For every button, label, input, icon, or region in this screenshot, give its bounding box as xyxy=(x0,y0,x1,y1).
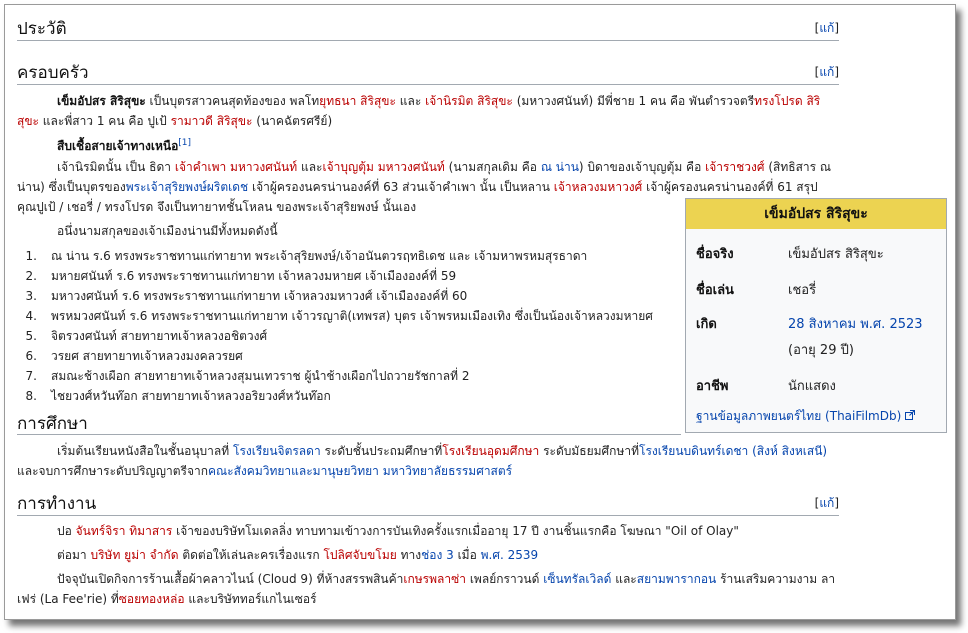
text: ร้านเสริมความงาม ลา xyxy=(716,572,836,586)
text: และพี่สาว 1 คน คือ ปูเป้ xyxy=(38,114,171,128)
list-item xyxy=(17,286,653,306)
list-text: มหาวงศนันท์ ร.6 ทรงพระราชทานแก่ทายาท เจ้าหลวงมหาวงศ์ เจ้าเมืององค์ที่ 60 xyxy=(51,289,468,303)
list-number: 8. xyxy=(25,389,37,403)
list-number: 6. xyxy=(25,349,37,363)
link-year-2539[interactable]: พ.ศ. 2539 xyxy=(480,548,539,562)
work-line-1 xyxy=(57,521,847,541)
text: ระดับมัธยมศึกษาที่ xyxy=(539,444,639,458)
edit-link-text[interactable]: แก้ xyxy=(819,496,835,510)
text: เริ่มต้นเรียนหนังสือในชั้นอนุบาลที่ xyxy=(57,444,233,458)
link-sister[interactable]: รามาวดี สิริสุขะ xyxy=(170,114,253,128)
infobox-birthdate-link[interactable]: 28 สิงหาคม พ.ศ. 2523 xyxy=(788,317,923,332)
lineage-line-2 xyxy=(17,177,847,197)
text: เจ้านิรมิตนั้น เป็น ธิดา xyxy=(57,160,175,174)
edit-link-family[interactable]: [แก้] xyxy=(814,65,839,79)
link-chanchira[interactable]: จันทร์จิรา ทิมาสาร xyxy=(75,524,173,538)
text: (นาคฉัตรศรีย์) xyxy=(252,114,333,128)
link-gaysorn[interactable]: เกษรพลาซ่า xyxy=(403,572,467,586)
heading-education: การศึกษา xyxy=(17,414,88,434)
link-na-nan[interactable]: ณ น่าน xyxy=(540,160,579,174)
lineage-surname-intro: อนึ่งนามสกุลของเจ้าเมืองน่านมีทั้งหมดดังนี้ xyxy=(57,224,278,238)
link-bodindecha[interactable]: โรงเรียนบดินทร์เดชา (สิงห์ สิงหเสนี) xyxy=(639,444,828,458)
link-brother-cont[interactable]: สุขะ xyxy=(17,114,39,128)
heading-rule xyxy=(17,515,839,516)
text: ) บิดาของเจ้าบุญตุ้ม คือ xyxy=(578,160,706,174)
text: เฟร่ (La Fee'rie) ที่ xyxy=(17,592,119,606)
list-number: 3. xyxy=(25,289,37,303)
external-link-icon xyxy=(905,409,915,423)
list-text: มหายศนันท์ ร.6 ทรงพระราชทานแก่ทายาท เจ้าหลวงมหายศ เจ้าเมืององค์ที่ 59 xyxy=(51,269,457,283)
text: และบริษัททอร์แกไนเซอร์ xyxy=(184,592,317,606)
infobox-age: (อายุ 29 ปี) xyxy=(788,343,854,358)
text: ระดับชั้นประถมศึกษาที่ xyxy=(320,444,443,458)
list-item xyxy=(17,366,653,386)
infobox-value: เชอรี่ xyxy=(788,283,817,298)
work-line-3 xyxy=(57,569,847,589)
link-suriyaphong[interactable]: พระเจ้าสุริยพงษ์ผริตเดช xyxy=(125,180,249,194)
text: เป็นบุตรสาวคนสุดท้องของ พลโท xyxy=(145,94,320,108)
infobox-label: เกิด xyxy=(696,317,717,332)
edit-link-text[interactable]: แก้ xyxy=(819,21,835,35)
education-line-2 xyxy=(17,461,837,481)
link-mother[interactable]: เจ้านิรมิต สิริสุขะ xyxy=(425,94,513,108)
list-number: 2. xyxy=(25,269,37,283)
list-text: สมณะช้างเผือก สายทายาทเจ้าหลวงสุมนเทวราช ผู้นำช้างเผือกไปถวายรัชกาลที่ 2 xyxy=(51,369,470,383)
text: เมื่อ xyxy=(453,548,481,562)
link-grandfather[interactable]: เจ้าคำเพา มหาวงศนันท์ xyxy=(174,160,298,174)
text: ปอ xyxy=(57,524,76,538)
link-yuma[interactable]: บริษัท ยูม่า จำกัด xyxy=(90,548,179,562)
infobox-label: อาชีพ xyxy=(696,379,729,394)
text: (นามสกุลเดิม คือ xyxy=(444,160,541,174)
heading-rule xyxy=(17,434,681,435)
edit-link-text[interactable]: แก้ xyxy=(819,65,835,79)
lineage-line-1 xyxy=(57,157,847,177)
lineage-heading-text: สืบเชื้อสายเจ้าทางเหนือ xyxy=(57,139,179,153)
link-first-drama[interactable]: โปลิศจับขโมย xyxy=(323,548,397,562)
heading-rule xyxy=(17,84,839,85)
heading-rule xyxy=(17,40,839,41)
link-channel-3[interactable]: ช่อง 3 xyxy=(421,548,454,562)
heading-family: ครอบครัว xyxy=(17,63,89,83)
link-thonglor[interactable]: ซอยทองหล่อ xyxy=(118,592,185,606)
thaifilmdb-link-text[interactable]: ฐานข้อมูลภาพยนตร์ไทย (ThaiFilmDb) xyxy=(696,409,902,423)
infobox-label: ชื่อเล่น xyxy=(696,283,734,298)
infobox-label: ชื่อจริง xyxy=(696,247,734,262)
text: น่าน) ซึ่งเป็นบุตรของ xyxy=(17,180,126,194)
education-line-1 xyxy=(57,441,847,461)
work-line-4 xyxy=(17,589,837,609)
link-ratchawong[interactable]: เจ้าราชวงศ์ xyxy=(705,160,765,174)
list-item xyxy=(17,386,653,406)
text: เจ้าผู้ครองนครน่านองค์ที่ 61 สรุป xyxy=(642,180,818,194)
heading-history: ประวัติ xyxy=(17,19,67,39)
heading-work: การทำงาน xyxy=(17,494,97,514)
work-line-2 xyxy=(57,545,847,565)
text: ปัจจุบันเปิดกิจการร้านเสื้อผ้าคลาวไนน์ (Cloud 9) ที่ห้างสรรพสินค้า xyxy=(57,572,404,586)
link-thammasat[interactable]: มหาวิทยาลัยธรรมศาสตร์ xyxy=(382,464,513,478)
list-item xyxy=(17,326,653,346)
list-item xyxy=(17,346,653,366)
text: และ xyxy=(297,160,323,174)
reference-link[interactable]: [1] xyxy=(178,138,192,148)
list-item xyxy=(17,266,653,286)
link-grandmother[interactable]: เจ้าบุญตุ้ม มหาวงศนันท์ xyxy=(322,160,445,174)
list-item xyxy=(17,306,653,326)
text: ทาง xyxy=(396,548,422,562)
infobox-title: เข็มอัปสร สิริสุขะ xyxy=(686,199,946,229)
text: ต่อมา xyxy=(57,548,91,562)
list-text: ไชยวงศ์หวันท๊อก สายทายาทเจ้าหลวงอริยวงศ์หวันท๊อก xyxy=(51,389,331,403)
text: (มหาวงศนันท์) มีพี่ชาย 1 คน คือ พันตำรวจตรี xyxy=(512,94,755,108)
text: และ xyxy=(395,94,426,108)
list-number: 7. xyxy=(25,369,37,383)
list-text: ณ น่าน ร.6 ทรงพระราชทานแก่ทายาท พระเจ้าสุริยพงษ์/เจ้าอนันตวรฤทธิเดช และ เจ้ามหาพรหมสุรธาดา xyxy=(51,249,588,263)
article-window xyxy=(4,4,956,620)
link-udomsuksa[interactable]: โรงเรียนอุดมศึกษา xyxy=(442,444,540,458)
subject-name: เข็มอัปสร สิริสุขะ xyxy=(57,94,146,108)
link-brother[interactable]: ทรงโปรด สิริ xyxy=(754,94,821,108)
link-siam-paragon[interactable]: สยามพารากอน xyxy=(636,572,717,586)
text: เพลย์กราวนด์ xyxy=(466,572,544,586)
list-item xyxy=(17,246,653,266)
family-paragraph xyxy=(57,91,837,111)
text: และ xyxy=(611,572,637,586)
link-father[interactable]: ยุทธนา สิริสุขะ xyxy=(319,94,396,108)
edit-link-work[interactable]: [แก้] xyxy=(814,496,839,510)
link-chitralada[interactable]: โรงเรียนจิตรลดา xyxy=(233,444,321,458)
list-number: 4. xyxy=(25,309,37,323)
link-maha-wong[interactable]: เจ้าหลวงมหาวงศ์ xyxy=(553,180,643,194)
lineage-heading xyxy=(57,133,191,156)
list-text: จิตรวงศนันท์ สายทายาทเจ้าหลวงอชิตวงศ์ xyxy=(51,329,268,343)
list-text: วรยศ สายทายาทเจ้าหลวงมงคลวรยศ xyxy=(51,349,243,363)
text: เจ้าผู้ครองนครน่านองค์ที่ 63 ส่วนเจ้าคำเพา นั้น เป็นหลาน xyxy=(248,180,554,194)
list-number: 5. xyxy=(25,329,37,343)
link-faculty[interactable]: คณะสังคมวิทยาและมานุษยวิทยา xyxy=(208,464,379,478)
surname-list xyxy=(17,246,653,406)
edit-link-history[interactable]: [แก้] xyxy=(814,21,839,35)
lineage-line-3: คุณปูเป้ / เชอรี่ / ทรงโปรด จึงเป็นทายาทชั้นโหลน ของพระเจ้าสุริยพงษ์ นั้นเอง xyxy=(17,200,417,214)
list-text: พรหมวงศนันท์ ร.6 ทรงพระราชทานแก่ทายาท เจ้าวรญาติ(เทพรส) บุตร เจ้าพรหมเมืองเทิง ซึ่งเป็นน้องเจ้าหลวงมหายศ xyxy=(51,309,653,323)
infobox-value: นักแสดง xyxy=(788,379,836,394)
text: และจบการศึกษาระดับปริญญาตรีจาก xyxy=(17,464,208,478)
infobox-value: เข็มอัปสร สิริสุขะ xyxy=(788,247,884,262)
text: (สิทธิสาร ณ xyxy=(764,160,832,174)
text: เจ้าของบริษัทโมเดลลิ่ง ทาบทามเข้าวงการบันเทิงครั้งแรกเมื่ออายุ 17 ปี งานชิ้นแรกคือ โฆษณา "Oil of Olay" xyxy=(172,524,739,538)
family-paragraph-cont xyxy=(17,111,837,131)
link-centralworld[interactable]: เซ็นทรัลเวิลด์ xyxy=(543,572,612,586)
list-number: 1. xyxy=(25,249,37,263)
text: ติดต่อให้เล่นละครเรื่องแรก xyxy=(178,548,324,562)
infobox xyxy=(685,198,947,433)
thaifilmdb-link[interactable] xyxy=(696,407,915,426)
